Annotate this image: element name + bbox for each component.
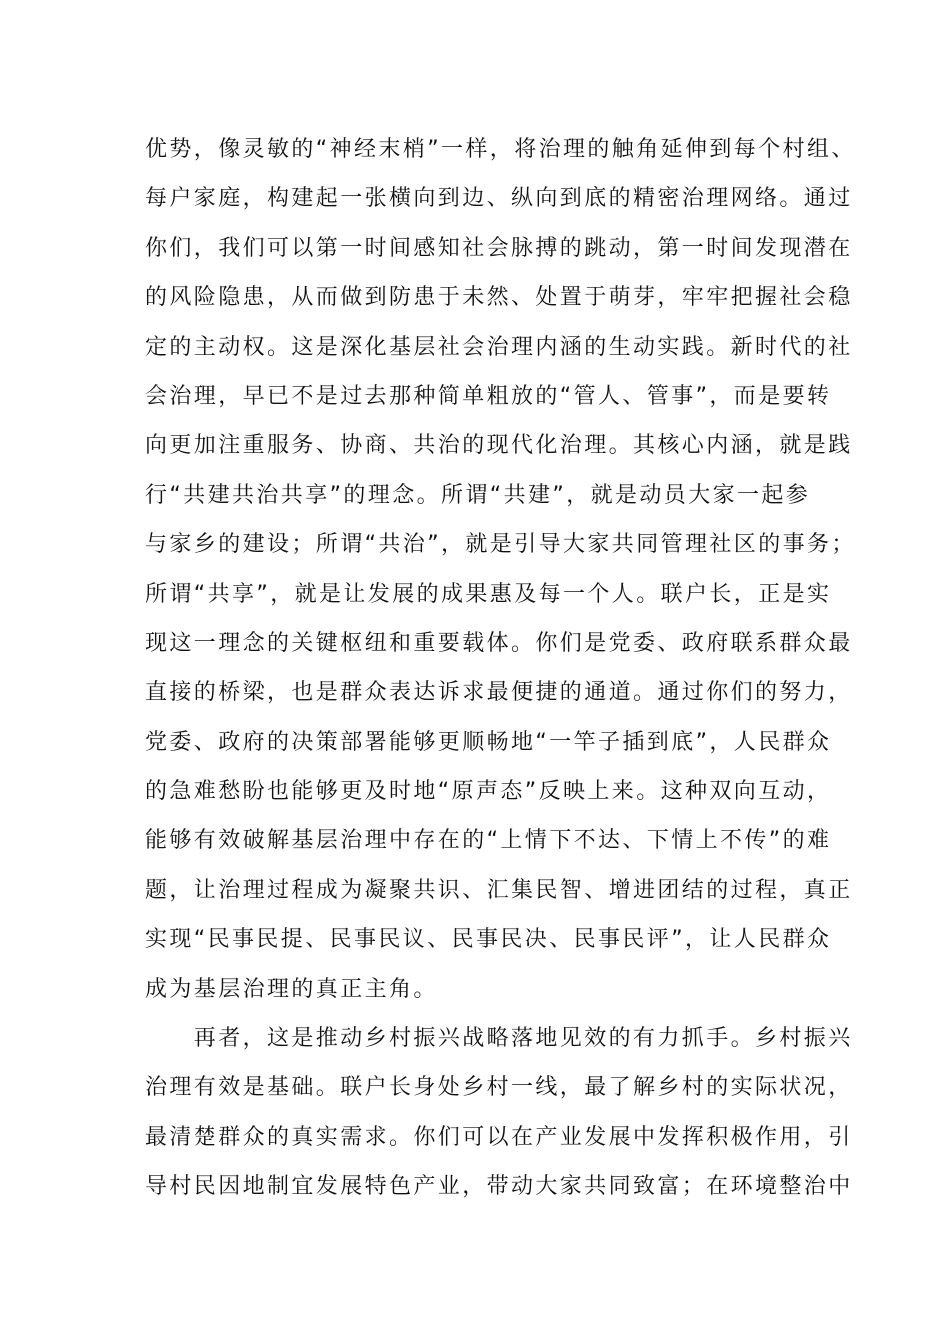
- text-line: 的风险隐患，从而做到防患于未然、处置于萌芽，牢牢把握社会稳: [145, 285, 853, 311]
- text-line: 实现“民事民提、民事民议、民事民决、民事民评”，让人民群众: [145, 927, 832, 953]
- text-line: 每户家庭，构建起一张横向到边、纵向到底的精密治理网络。通过: [145, 186, 853, 212]
- text-line: 导村民因地制宜发展特色产业，带动大家共同致富；在环境整治中: [145, 1174, 853, 1200]
- paragraph: [145, 1014, 853, 1212]
- text-line: 最清楚群众的真实需求。你们可以在产业发展中发挥积极作用，引: [145, 1124, 853, 1150]
- text-line: 所谓“共享”，就是让发展的成果惠及每一个人。联户长，正是实: [145, 581, 832, 607]
- text-line: 现这一理念的关键枢纽和重要载体。你们是党委、政府联系群众最: [145, 630, 853, 656]
- text-line: 党委、政府的决策部署能够更顺畅地“一竿子插到底”，人民群众: [145, 729, 832, 755]
- paragraph: [145, 125, 856, 1014]
- text-line: 成为基层治理的真正主角。: [145, 976, 438, 1002]
- text-line: 优势，像灵敏的“神经末梢”一样，将治理的触角延伸到每个村组、: [145, 137, 856, 162]
- text-line: 会治理，早已不是过去那种简单粗放的“管人、管事”，而是要转: [145, 383, 832, 409]
- text-line: 能够有效破解基层治理中存在的“上情下不达、下情上不传”的难: [145, 828, 832, 854]
- text-line: 的急难愁盼也能够更及时地“原声态”反映上来。这种双向互动，: [145, 779, 832, 805]
- text-line: 治理有效是基础。联户长身处乡村一线，最了解乡村的实际状况，: [145, 1075, 853, 1101]
- text-line: 行“共建共治共享”的理念。所谓“共建”，就是动员大家一起参: [145, 482, 811, 508]
- document-page: [145, 125, 856, 1212]
- text-line: 向更加注重服务、协商、共治的现代化治理。其核心内涵，就是践: [145, 433, 853, 459]
- text-line: 直接的桥梁，也是群众表达诉求最便捷的通道。通过你们的努力，: [145, 680, 853, 706]
- text-line: 定的主动权。这是深化基层社会治理内涵的生动实践。新时代的社: [145, 334, 853, 360]
- text-line: 题，让治理过程成为凝聚共识、汇集民智、增进团结的过程，真正: [145, 877, 853, 903]
- text-line: 你们，我们可以第一时间感知社会脉搏的跳动，第一时间发现潜在: [145, 235, 853, 261]
- text-line: 与家乡的建设；所谓“共治”，就是引导大家共同管理社区的事务；: [145, 532, 856, 558]
- text-line: 再者，这是推动乡村振兴战略落地见效的有力抓手。乡村振兴: [193, 1026, 853, 1052]
